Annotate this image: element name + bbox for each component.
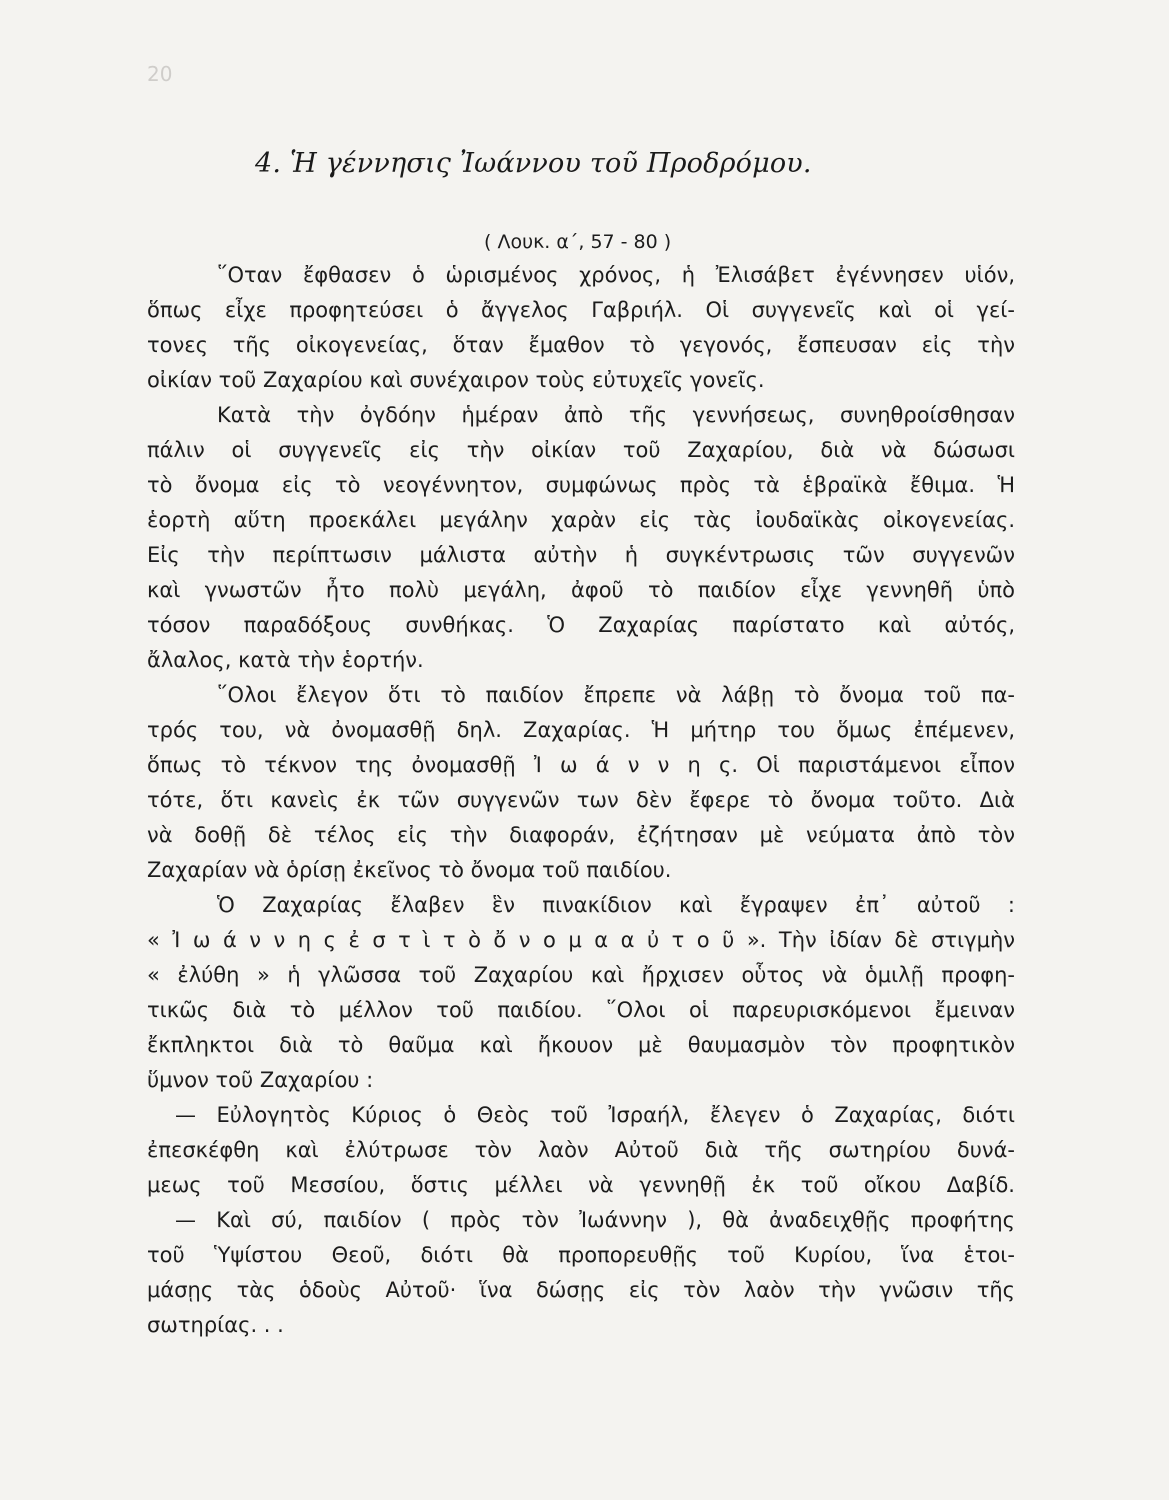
text-line: ῞Ολοι ἔλεγον ὅτι τὸ παιδίον ἔπρεπε νὰ λάβῃ τὸ ὄνομα τοῦ πα- [217,683,1015,707]
text-line: τοῦ Ὑψίστου Θεοῦ, διότι θὰ προπορευθῇς τοῦ Κυρίου, ἵνα ἑτοι- [147,1243,1015,1267]
text-line: ὕμνον τοῦ Ζαχαρίου : [147,1068,374,1092]
text-line: τότε, ὅτι κανεὶς ἐκ τῶν συγγενῶν των δὲν ἔφερε τὸ ὄνομα τοῦτο. Διὰ [147,788,1015,812]
text-line: τόσον παραδόξους συνθήκας. Ὁ Ζαχαρίας παρίστατο καὶ αὐτός, [147,613,1015,637]
text-line: οἰκίαν τοῦ Ζαχαρίου καὶ συνέχαιρον τοὺς εὐτυχεῖς γονεῖς. [147,368,765,392]
text-line: νὰ δοθῇ δὲ τέλος εἰς τὴν διαφοράν, ἐζήτησαν μὲ νεύματα ἀπὸ τὸν [147,823,1015,847]
text-line: « ἐλύθη » ἡ γλῶσσα τοῦ Ζαχαρίου καὶ ἤρχισεν οὗτος νὰ ὁμιλῇ προφη- [147,963,1015,987]
chapter-title: 4. Ἡ γέννησις Ἰωάννου τοῦ Προδρόμου. [255,148,812,179]
text-line: — Καὶ σύ, παιδίον ( πρὸς τὸν Ἰωάννην ), θὰ ἀναδειχθῇς προφήτης [175,1208,1015,1232]
text-line: Εἰς τὴν περίπτωσιν μάλιστα αὐτὴν ἡ συγκέντρωσις τῶν συγγενῶν [147,543,1015,567]
text-line: σωτηρίας. . . [147,1313,284,1337]
text-line: τικῶς διὰ τὸ μέλλον τοῦ παιδίου. ῞Ολοι οἱ παρευρισκόμενοι ἔμειναν [147,998,1015,1022]
text-line: Ὁ Ζαχαρίας ἔλαβεν ἓν πινακίδιον καὶ ἔγραψεν ἐπ᾽ αὐτοῦ : [217,893,1015,917]
text-line: « Ἰ ω ά ν ν η ς ἐ σ τ ὶ τ ὸ ὄ ν ο μ α α ὐ τ ο ῦ ». Τὴν ἰδίαν δὲ στιγμὴν [147,928,1015,952]
page-number: 20 [147,62,173,86]
text-line: μεως τοῦ Μεσσίου, ὅστις μέλλει νὰ γεννηθῇ ἐκ τοῦ οἴκου Δαβίδ. [147,1173,1015,1197]
text-line: ἑορτὴ αὕτη προεκάλει μεγάλην χαρὰν εἰς τὰς ἰουδαϊκὰς οἰκογενείας. [147,508,1015,532]
text-line: ἄλαλος, κατὰ τὴν ἑορτήν. [147,648,424,672]
text-line: τονες τῆς οἰκογενείας, ὅταν ἔμαθον τὸ γεγονός, ἔσπευσαν εἰς τὴν [147,333,1015,357]
text-line: Ζαχαρίαν νὰ ὁρίσῃ ἐκεῖνος τὸ ὄνομα τοῦ παιδίου. [147,858,672,882]
text-line: ὅπως εἶχε προφητεύσει ὁ ἄγγελος Γαβριήλ. Οἱ συγγενεῖς καὶ οἱ γεί- [147,298,1015,322]
text-line: — Εὐλογητὸς Κύριος ὁ Θεὸς τοῦ Ἰσραήλ, ἔλεγεν ὁ Ζαχαρίας, διότι [175,1103,1015,1127]
text-line: μάσῃς τὰς ὁδοὺς Αὐτοῦ· ἵνα δώσῃς εἰς τὸν λαὸν τὴν γνῶσιν τῆς [147,1278,1015,1302]
text-line: τὸ ὄνομα εἰς τὸ νεογέννητον, συμφώνως πρὸς τὰ ἑβραϊκὰ ἔθιμα. Ἡ [147,473,1015,497]
text-line: καὶ γνωστῶν ἦτο πολὺ μεγάλη, ἀφοῦ τὸ παιδίον εἶχε γεννηθῆ ὑπὸ [147,578,1015,602]
text-line: ὅπως τὸ τέκνον της ὀνομασθῇ Ἰ ω ά ν ν η ς. Οἱ παριστάμενοι εἶπον [147,753,1015,777]
body-text [147,258,1015,1343]
text-line: Κατὰ τὴν ὀγδόην ἡμέραν ἀπὸ τῆς γεννήσεως, συνηθροίσθησαν [217,403,1015,427]
text-line: ῞Οταν ἔφθασεν ὁ ὡρισμένος χρόνος, ἡ Ἐλισάβετ ἐγέννησεν υἱόν, [217,263,1015,287]
text-line: ἐπεσκέφθη καὶ ἐλύτρωσε τὸν λαὸν Αὐτοῦ διὰ τῆς σωτηρίου δυνά- [147,1138,1015,1162]
text-line: ἔκπληκτοι διὰ τὸ θαῦμα καὶ ἤκουον μὲ θαυμασμὸν τὸν προφητικὸν [147,1033,1015,1057]
text-line: πάλιν οἱ συγγενεῖς εἰς τὴν οἰκίαν τοῦ Ζαχαρίου, διὰ νὰ δώσωσι [147,438,1015,462]
scripture-citation: ( Λουκ. α΄, 57 - 80 ) [484,231,672,253]
text-line: τρός του, νὰ ὀνομασθῇ δηλ. Ζαχαρίας. Ἡ μήτηρ του ὅμως ἐπέμενεν, [147,718,1015,742]
